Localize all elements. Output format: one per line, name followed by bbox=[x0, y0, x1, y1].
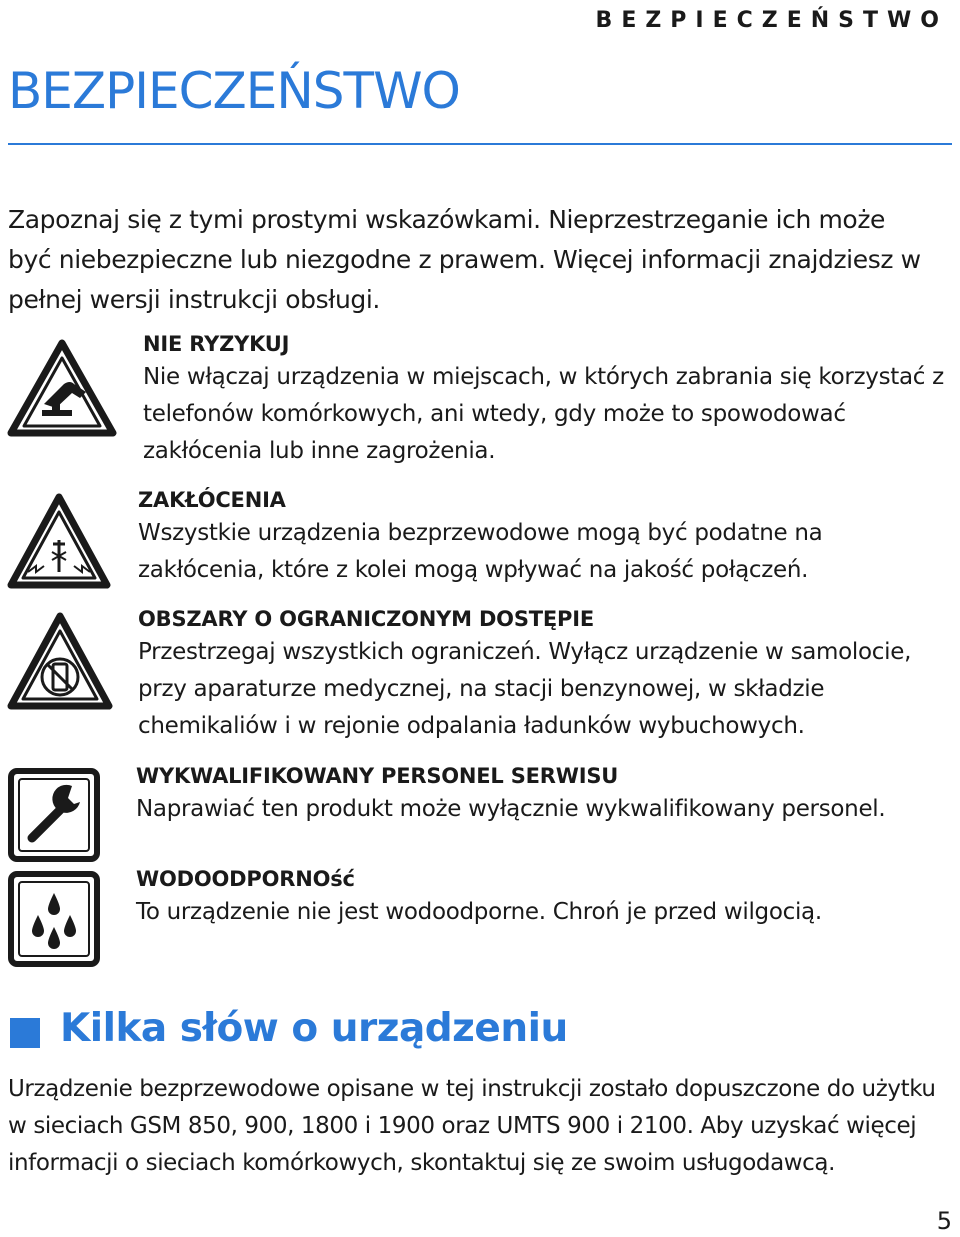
item-heading: WYKWALIFIKOWANY PERSONEL SERWISU bbox=[136, 764, 619, 788]
section-marker bbox=[10, 1018, 40, 1048]
hand-switch-warning-icon bbox=[6, 338, 118, 438]
water-drops-icon bbox=[8, 871, 100, 967]
item-body: Naprawiać ten produkt może wyłącznie wykwalifikowany personel. bbox=[136, 796, 886, 822]
section-paragraph: Urządzenie bezprzewodowe opisane w tej instrukcji zostało dopuszczone do użytku w sieciach GSM 850, 900, 1800 i 1900 oraz UMTS 900 i 2100. Aby uzyskać więcej informacji o sieciach komórkowych, skontaktuj się ze swoim usługodawcą. bbox=[8, 1076, 936, 1176]
intro-paragraph: Zapoznaj się z tymi prostymi wskazówkami. Nieprzestrzeganie ich może być niebezpieczne lub niezgodne z prawem. Więcej informacji znajdziesz w pełnej wersji instrukcji obsługi. bbox=[8, 205, 921, 314]
page-number: 5 bbox=[936, 1207, 952, 1235]
no-phone-warning-icon bbox=[6, 611, 114, 711]
page-title: BEZPIECZEŃSTWO bbox=[8, 62, 460, 120]
item-heading: WODOODPORNOść bbox=[136, 867, 355, 891]
wrench-icon bbox=[8, 768, 100, 862]
item-body: Przestrzegaj wszystkich ograniczeń. Wyłącz urządzenie w samolocie, przy aparaturze medycznej, na stacji benzynowej, w składzie chemikaliów i w rejonie odpalania ładunków wybuchowych. bbox=[138, 639, 912, 739]
item-body: Wszystkie urządzenia bezprzewodowe mogą być podatne na zakłócenia, które z kolei mogą wpływać na jakość połączeń. bbox=[138, 520, 823, 583]
interference-warning-icon bbox=[6, 492, 112, 590]
section-title: Kilka słów o urządzeniu bbox=[60, 1006, 568, 1051]
running-header: BEZPIECZEŃSTWO bbox=[595, 8, 948, 33]
item-body: To urządzenie nie jest wodoodporne. Chroń je przed wilgocią. bbox=[136, 899, 822, 925]
item-heading: OBSZARY O OGRANICZONYM DOSTĘPIE bbox=[138, 607, 594, 631]
title-divider bbox=[8, 143, 952, 145]
item-heading: ZAKŁÓCENIA bbox=[138, 488, 286, 512]
item-heading: NIE RYZYKUJ bbox=[143, 332, 290, 356]
item-body: Nie włączaj urządzenia w miejscach, w których zabrania się korzystać z telefonów komórkowych, ani wtedy, gdy może to spowodować zakłócenia lub inne zagrożenia. bbox=[143, 364, 944, 464]
